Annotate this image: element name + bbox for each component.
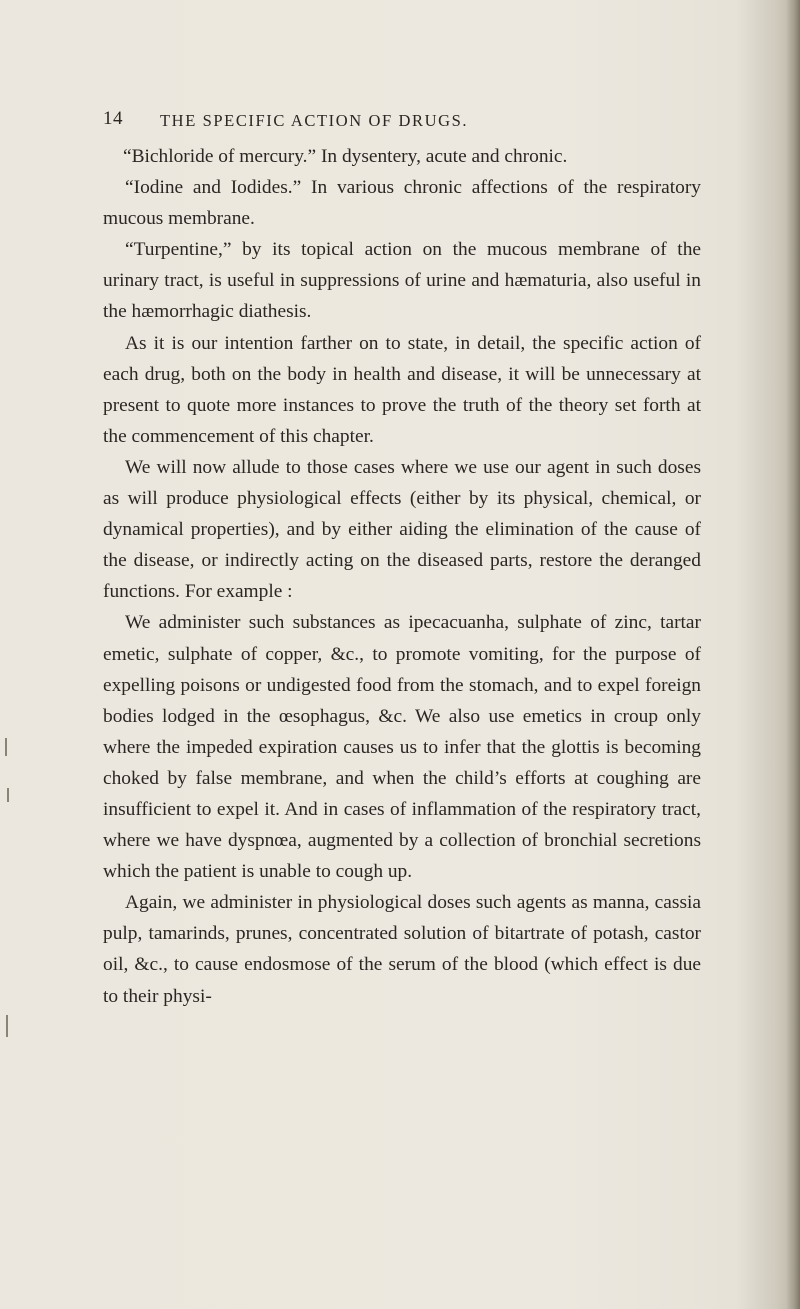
page-edge-shadow [786, 0, 800, 1309]
margin-mark [6, 1015, 8, 1037]
margin-mark [5, 738, 7, 756]
paragraph: “Turpentine,” by its topical action on the mucous membrane of the urinary tract, is useful in suppressions of urine and hæmaturia, also useful in the hæmorrhagic diathesis. [103, 239, 701, 323]
running-title: THE SPECIFIC ACTION OF DRUGS. [160, 111, 469, 130]
paragraph: “Iodine and Iodides.” In various chronic affections of the respiratory mucous membrane. [103, 177, 701, 230]
paragraph: As it is our intention farther on to state, in detail, the specific action of each drug, both on the body in health and disease, it will be unnecessary at present to quote more instances to prove the truth of the theory set forth at the commencement of this chapter. [103, 332, 701, 447]
margin-marks [0, 0, 20, 1309]
paragraph: Again, we administer in physiological doses such agents as manna, cassia pulp, tamarinds, prunes, concentrated solution of bitartrate of potash, castor oil, &c., to cause endosmose of the serum of the blood (which effect is due to their physi- [103, 892, 701, 1007]
paragraph: We administer such substances as ipecacuanha, sulphate of zinc, tartar emetic, sulphate of copper, &c., to promote vomiting, for the purpose of expelling poisons or undigested food from the stomach, and to expel foreign bodies lodged in the œsophagus, &c. We also use emetics in croup only where the impeded expiration causes us to infer that the glottis is becoming choked by false membrane, and when the child’s efforts at coughing are insufficient to expel it. And in cases of inflammation of the respiratory tract, where we have dyspnœa, augmented by a collection of bronchial secretions which the patient is unable to cough up. [103, 612, 701, 883]
paragraph: We will now allude to those cases where we use our agent in such doses as will produce physiological effects (either by its physical, chemical, or dynamical properties), and by either aiding the elimination of the cause of the disease, or indirectly acting on the diseased parts, restore the deranged functions. For example : [103, 456, 701, 603]
paragraph: “Bichloride of mercury.” In dysentery, acute and chronic. [123, 146, 568, 167]
page-number: 14 [103, 108, 123, 129]
page-header [103, 108, 723, 136]
margin-mark [7, 788, 9, 802]
body-text [103, 141, 701, 1012]
